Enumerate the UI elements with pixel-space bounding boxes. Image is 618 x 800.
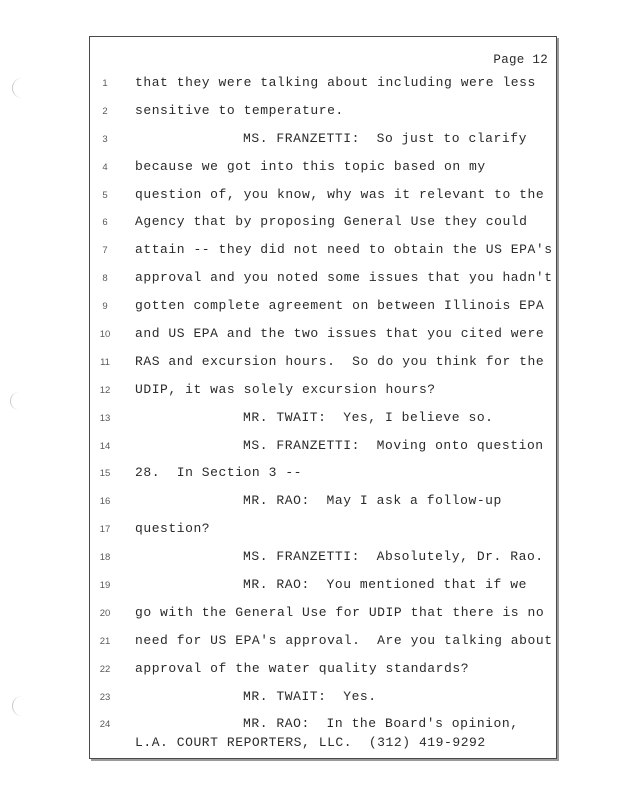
line-number: 14 xyxy=(99,440,111,452)
line-text: UDIP, it was solely excursion hours? xyxy=(135,381,436,397)
line-number: 17 xyxy=(99,524,111,536)
line-text: Agency that by proposing General Use they could xyxy=(135,214,528,230)
line-text: MR. TWAIT: Yes, I believe so. xyxy=(243,409,494,425)
line-number: 16 xyxy=(99,496,111,508)
line-number: 24 xyxy=(99,719,111,731)
court-reporter-footer: L.A. COURT REPORTERS, LLC. (312) 419-9292 xyxy=(135,735,486,750)
line-number: 2 xyxy=(102,105,108,117)
line-text: 28. In Section 3 -- xyxy=(135,465,303,481)
transcript-line xyxy=(90,548,556,576)
line-text: MS. FRANZETTI: Absolutely, Dr. Rao. xyxy=(243,549,544,565)
line-number: 8 xyxy=(102,273,108,285)
line-number: 1 xyxy=(102,78,108,89)
transcript-line xyxy=(90,688,556,716)
transcript-line xyxy=(90,186,556,214)
line-number: 19 xyxy=(99,580,111,592)
transcript-line xyxy=(90,409,556,437)
line-text: approval and you noted some issues that you hadn't xyxy=(135,270,553,286)
transcript-line xyxy=(90,325,556,353)
transcript-line xyxy=(90,353,556,381)
line-text: question of, you know, why was it relevant to the xyxy=(135,186,545,202)
transcript-line xyxy=(90,102,556,130)
line-number: 23 xyxy=(99,691,111,703)
transcript-line xyxy=(90,269,556,297)
transcript-line xyxy=(90,130,556,158)
transcript-line xyxy=(90,241,556,269)
line-number: 11 xyxy=(100,356,110,368)
line-number: 6 xyxy=(102,217,108,229)
line-text: MR. RAO: May I ask a follow-up xyxy=(243,493,502,509)
transcript-line xyxy=(90,381,556,409)
scan-artifact xyxy=(10,392,21,410)
line-text: sensitive to temperature. xyxy=(135,102,344,118)
line-text: because we got into this topic based on my xyxy=(135,158,486,174)
line-number: 13 xyxy=(99,412,111,424)
transcript-line xyxy=(90,74,556,102)
line-text: MR. RAO: You mentioned that if we xyxy=(243,577,527,593)
line-number: 10 xyxy=(99,329,111,341)
line-text: go with the General Use for UDIP that there is no xyxy=(135,604,545,620)
line-text: question? xyxy=(135,521,211,537)
transcript-line xyxy=(90,158,556,186)
transcript-line xyxy=(90,660,556,688)
line-text: need for US EPA's approval. Are you talking about xyxy=(135,632,553,648)
transcript-line xyxy=(90,632,556,660)
scan-artifact xyxy=(12,78,23,98)
transcript-page xyxy=(89,36,557,759)
line-text: MS. FRANZETTI: So just to clarify xyxy=(243,130,527,146)
line-text: and US EPA and the two issues that you cited were xyxy=(135,326,545,342)
scan-artifact xyxy=(12,696,23,716)
line-number: 15 xyxy=(99,468,111,480)
line-text: approval of the water quality standards? xyxy=(135,660,470,676)
line-number: 22 xyxy=(99,663,111,675)
line-number: 20 xyxy=(99,607,111,619)
line-text: that they were talking about including were less xyxy=(135,75,536,90)
line-number: 4 xyxy=(102,161,108,173)
page-number: Page 12 xyxy=(493,53,548,67)
transcript-line xyxy=(90,464,556,492)
line-text: MR. TWAIT: Yes. xyxy=(243,688,377,704)
transcript-line xyxy=(90,213,556,241)
line-text: MR. RAO: In the Board's opinion, xyxy=(243,716,519,732)
line-number: 18 xyxy=(99,552,111,564)
transcript-line xyxy=(90,437,556,465)
line-text: RAS and excursion hours. So do you think for the xyxy=(135,353,545,369)
line-number: 9 xyxy=(102,301,108,313)
line-number: 12 xyxy=(99,384,111,396)
line-text: attain -- they did not need to obtain the US EPA's xyxy=(135,242,553,258)
line-text: gotten complete agreement on between Illinois EPA xyxy=(135,298,545,314)
line-number: 5 xyxy=(102,189,108,201)
transcript-line xyxy=(90,576,556,604)
line-number: 7 xyxy=(102,245,108,257)
transcript-line xyxy=(90,297,556,325)
transcript-line xyxy=(90,520,556,548)
line-text: MS. FRANZETTI: Moving onto question xyxy=(243,437,544,453)
transcript-lines xyxy=(90,74,556,743)
line-number: 21 xyxy=(99,635,111,647)
line-number: 3 xyxy=(102,133,108,145)
transcript-line xyxy=(90,604,556,632)
transcript-line xyxy=(90,492,556,520)
